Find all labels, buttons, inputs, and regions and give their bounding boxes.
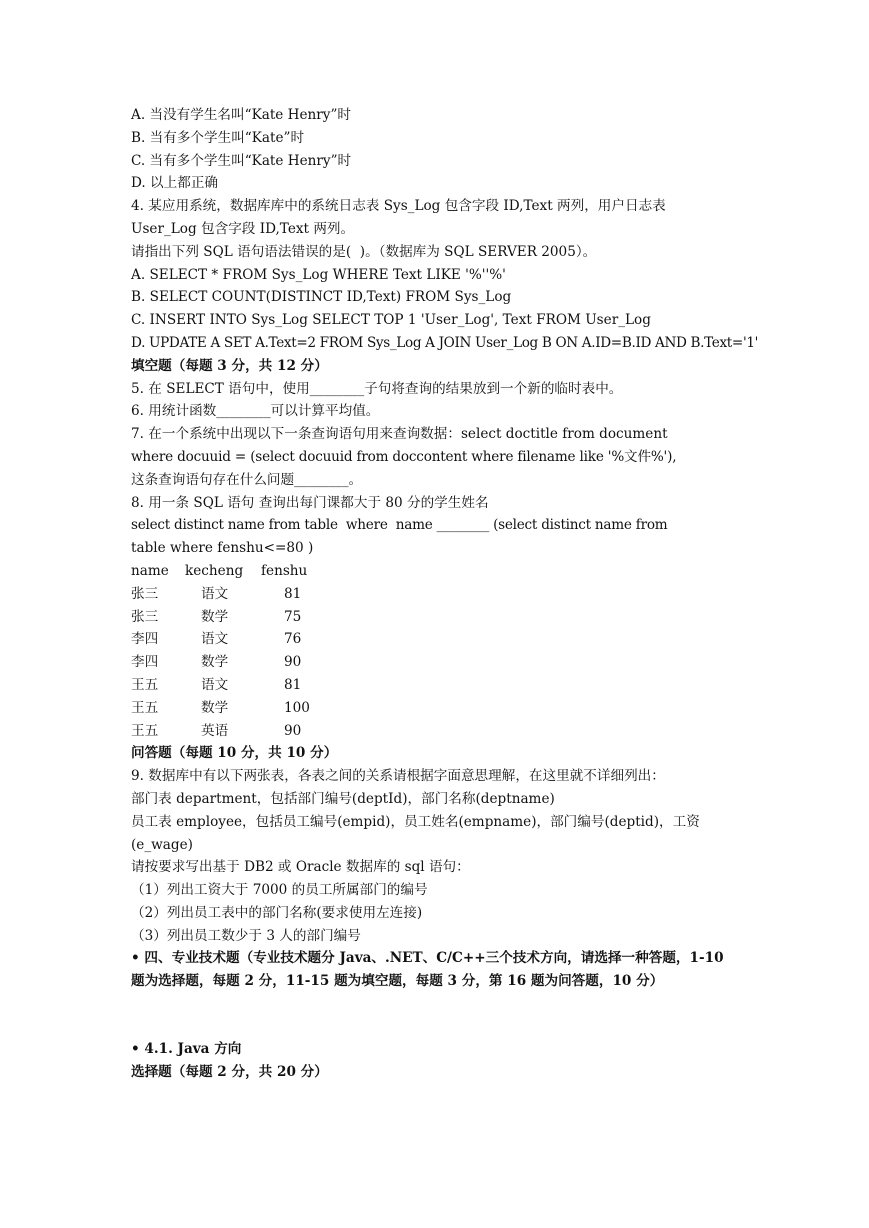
cell-name: 王五 — [131, 722, 159, 739]
cell-name: 李四 — [131, 654, 159, 671]
cell-fenshu: 75 — [284, 608, 302, 625]
q3-option-c: C. 当有多个学生叫“Kate Henry”时 — [131, 152, 352, 169]
cell-fenshu: 90 — [284, 722, 302, 739]
q4-stem-line1: 4. 某应用系统，数据库库中的系统日志表 Sys_Log 包含字段 ID,Text 两列，用户日志表 — [131, 198, 666, 215]
q9-line1: 9. 数据库中有以下两张表，各表之间的关系请根据字面意思理解，在这里就不详细列出： — [131, 768, 665, 785]
table-row — [131, 583, 741, 606]
cell-kecheng: 语文 — [201, 676, 229, 693]
score-table-header — [131, 560, 741, 583]
q9-sub2: （2）列出员工表中的部门名称(要求使用左连接) — [131, 904, 423, 921]
score-table — [131, 560, 741, 742]
q9-line5: 请按要求写出基于 DB2 或 Oracle 数据库的 sql 语句： — [131, 859, 470, 876]
table-row — [131, 720, 741, 743]
section4-heading-line2: 题为选择题，每题 2 分，11-15 题为填空题，每题 3 分，第 16 题为问答题，10 分） — [131, 973, 664, 990]
q5: 5. 在 SELECT 语句中，使用________子句将查询的结果放到一个新的临时表中。 — [131, 380, 623, 397]
cell-name: 王五 — [131, 699, 159, 716]
cell-fenshu: 90 — [284, 654, 302, 671]
cell-kecheng: 语文 — [201, 631, 229, 648]
section4-heading-line1: • 四、专业技术题（专业技术题分 Java、.NET、C/C++三个技术方向，请选择一种答题，1-10 — [131, 950, 724, 967]
q9-sub1: （1）列出工资大于 7000 的员工所属部门的编号 — [131, 882, 428, 899]
q8-line1: 8. 用一条 SQL 语句 查询出每门课都大于 80 分的学生姓名 — [131, 494, 489, 511]
q7-line1: 7. 在一个系统中出现以下一条查询语句用来查询数据：select doctitle from document — [131, 426, 668, 443]
q8-line3: table where fenshu<=80 ) — [131, 540, 314, 557]
header-fenshu: fenshu — [261, 562, 308, 579]
q4-option-a: A. SELECT * FROM Sys_Log WHERE Text LIKE '%''%' — [131, 266, 506, 283]
cell-fenshu: 76 — [284, 631, 302, 648]
fill-section-heading: 填空题（每题 3 分，共 12 分） — [131, 357, 328, 374]
cell-kecheng: 语文 — [201, 585, 229, 602]
cell-kecheng: 数学 — [201, 608, 229, 625]
table-row — [131, 606, 741, 629]
spacer — [131, 993, 741, 1038]
header-kecheng: kecheng — [185, 562, 244, 579]
q9-line2: 部门表 department，包括部门编号(deptId)，部门名称(deptname) — [131, 790, 555, 807]
cell-kecheng: 英语 — [201, 722, 229, 739]
table-row — [131, 628, 741, 651]
q4-stem-line3: 请指出下列 SQL 语句语法错误的是( )。（数据库为 SQL SERVER 2005）。 — [131, 243, 597, 260]
q9-line3: 员工表 employee，包括员工编号(empid)，员工姓名(empname)，部门编号(deptid)，工资 — [131, 813, 700, 830]
q8-line2: select distinct name from table where name ________ (select distinct name from — [131, 517, 668, 534]
q7-line2: where docuuid = (select docuuid from doccontent where filename like '%文件%'), — [131, 448, 677, 465]
table-row — [131, 674, 741, 697]
header-name: name — [131, 562, 169, 579]
cell-kecheng: 数学 — [201, 699, 229, 716]
q9-line4: (e_wage) — [131, 836, 193, 853]
section41-title: • 4.1. Java 方向 — [131, 1041, 242, 1058]
cell-name: 张三 — [131, 585, 159, 602]
q3-option-b: B. 当有多个学生叫“Kate”时 — [131, 129, 305, 146]
q4-option-d: D. UPDATE A SET A.Text=2 FROM Sys_Log A JOIN User_Log B ON A.ID=B.ID AND B.Text='1' — [131, 334, 759, 351]
q7-line3: 这条查询语句存在什么问题________。 — [131, 471, 363, 488]
cell-fenshu: 81 — [284, 585, 302, 602]
table-row — [131, 651, 741, 674]
cell-name: 张三 — [131, 608, 159, 625]
q3-option-d: D. 以上都正确 — [131, 175, 219, 192]
q4-stem-line2: User_Log 包含字段 ID,Text 两列。 — [131, 220, 355, 237]
q9-sub3: （3）列出员工数少于 3 人的部门编号 — [131, 927, 361, 944]
table-row — [131, 697, 741, 720]
cell-fenshu: 100 — [284, 699, 310, 716]
q6: 6. 用统计函数________可以计算平均值。 — [131, 403, 380, 420]
cell-fenshu: 81 — [284, 676, 302, 693]
cell-kecheng: 数学 — [201, 654, 229, 671]
q4-option-c: C. INSERT INTO Sys_Log SELECT TOP 1 'User_Log', Text FROM User_Log — [131, 312, 651, 329]
cell-name: 王五 — [131, 676, 159, 693]
cell-name: 李四 — [131, 631, 159, 648]
qa-section-heading: 问答题（每题 10 分，共 10 分） — [131, 745, 338, 762]
document-page — [131, 104, 759, 1084]
section41-heading: 选择题（每题 2 分，共 20 分） — [131, 1063, 328, 1080]
q4-option-b: B. SELECT COUNT(DISTINCT ID,Text) FROM Sys_Log — [131, 289, 512, 306]
q3-option-a: A. 当没有学生名叫“Kate Henry”时 — [131, 107, 352, 123]
